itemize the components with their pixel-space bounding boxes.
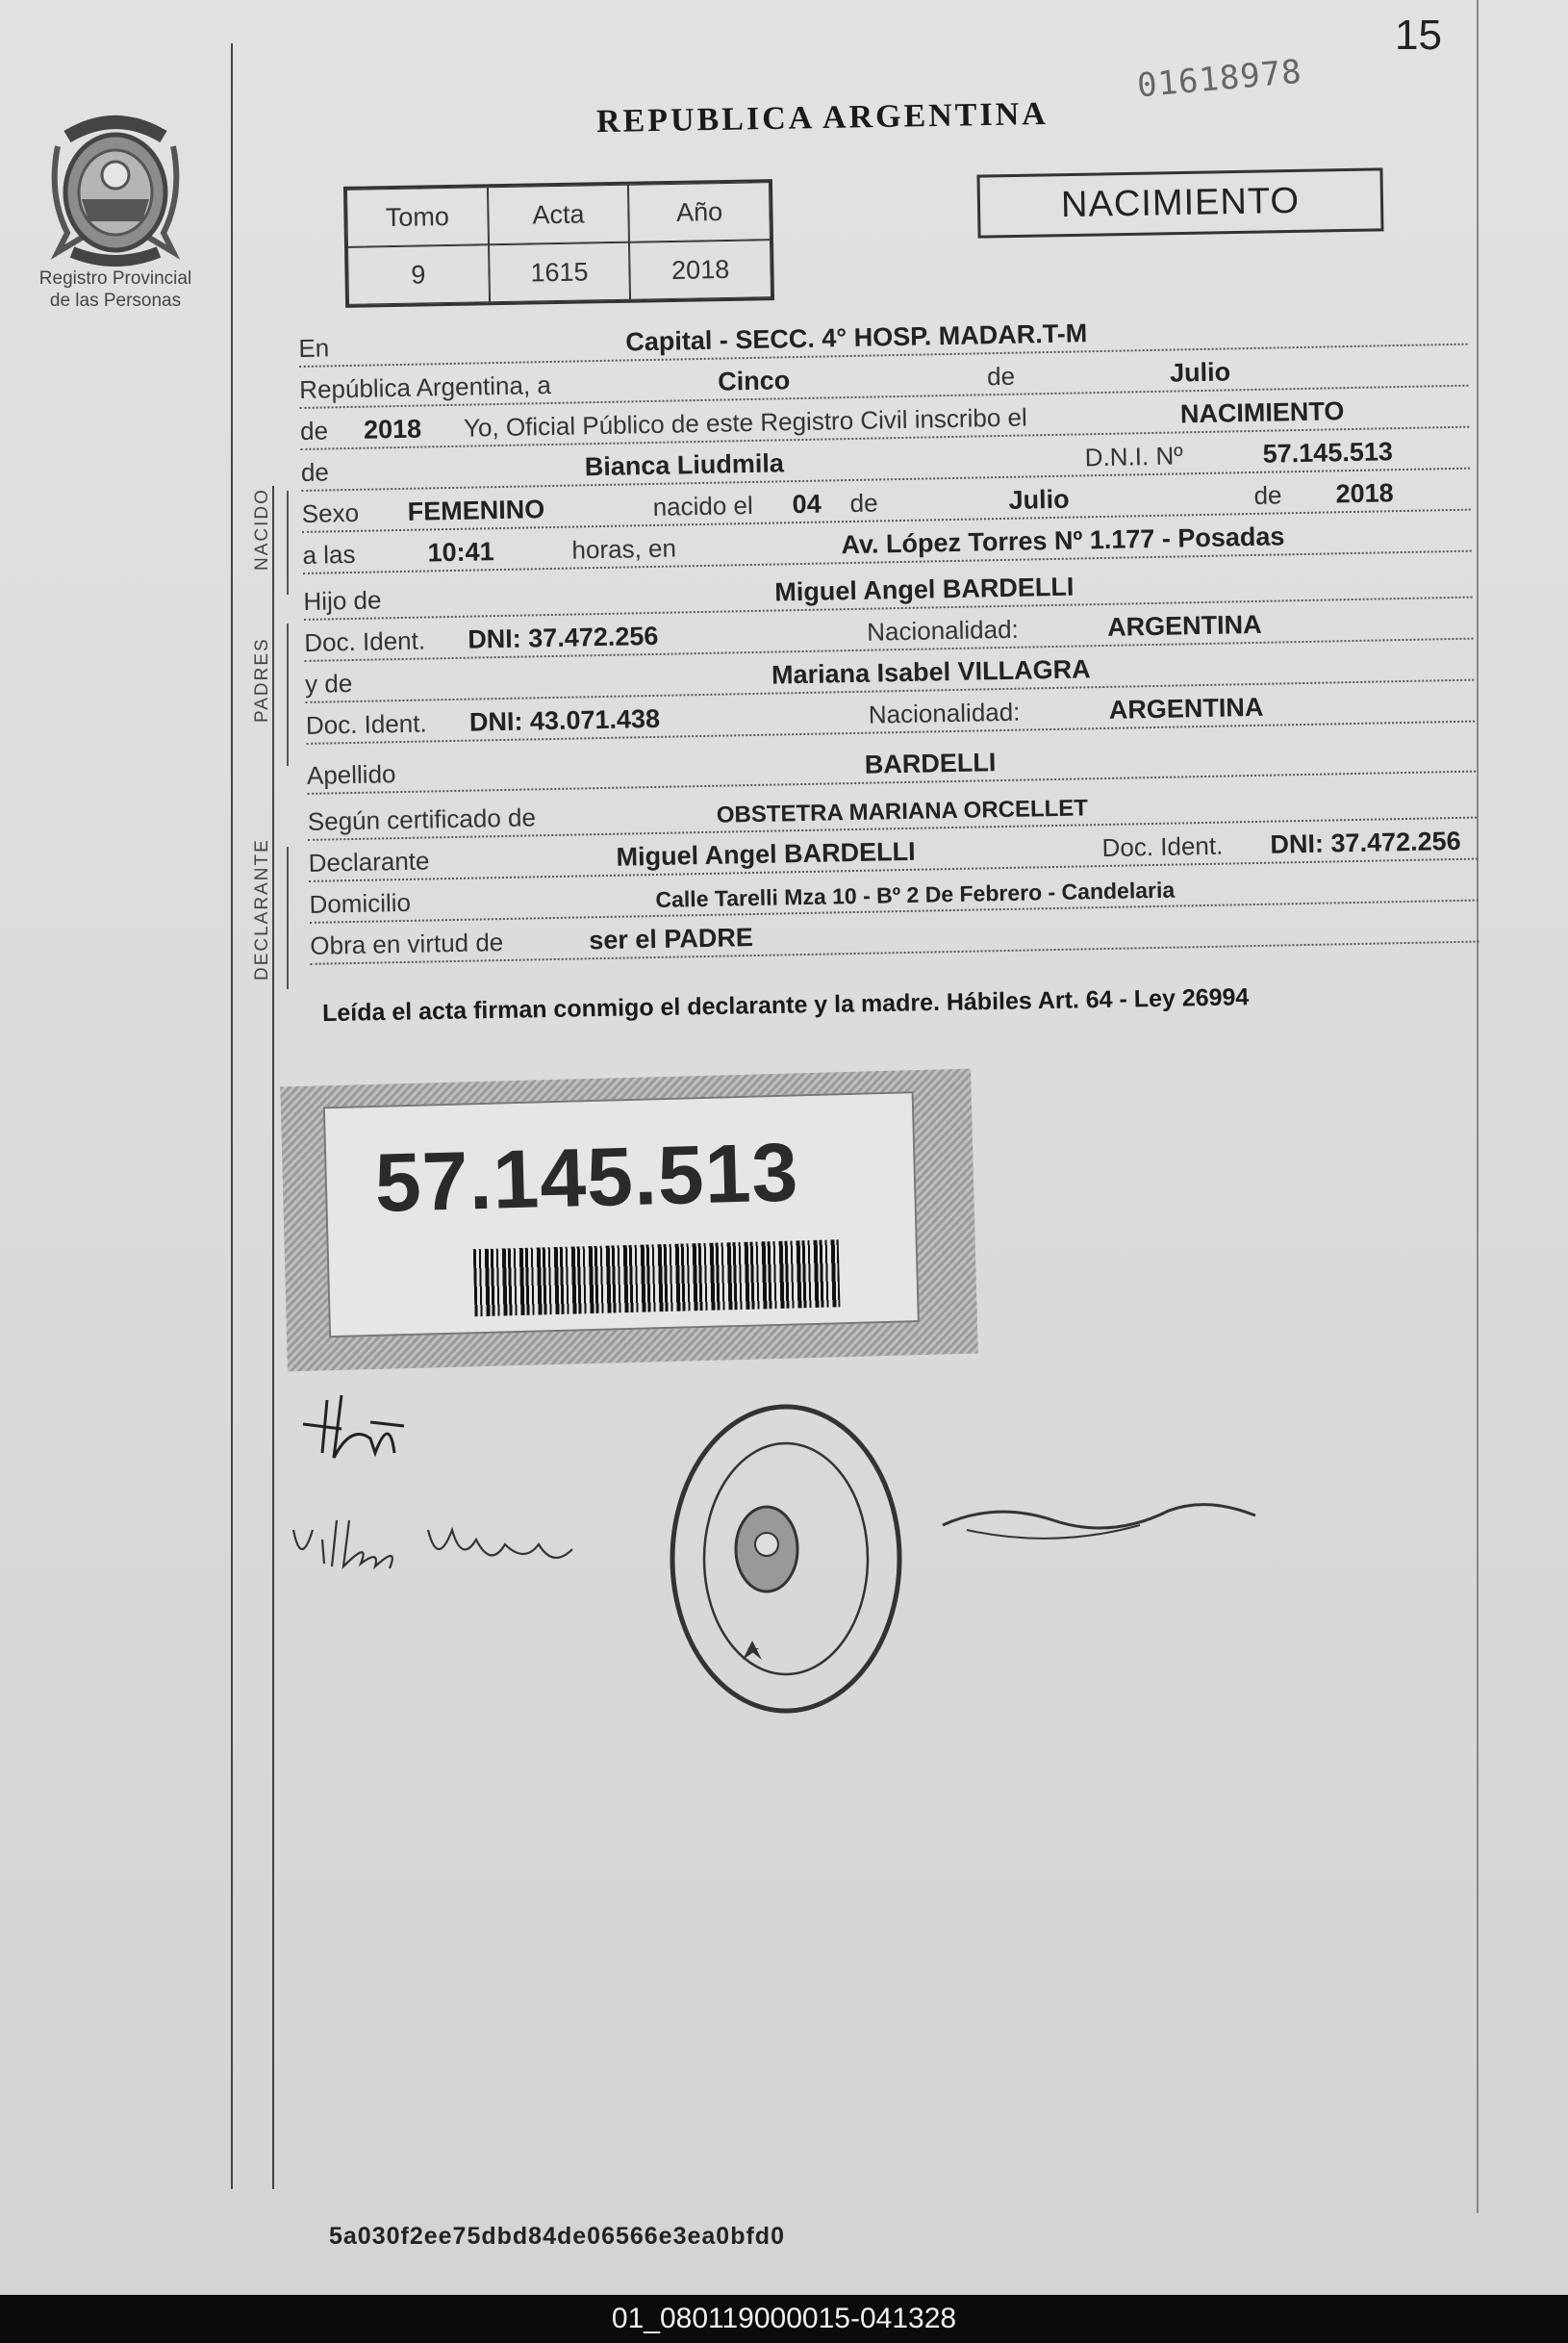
label-mother-doc: Doc. Ident. — [305, 708, 427, 740]
value-dni: 57.145.513 — [1262, 437, 1394, 469]
label-father-nationality: Nacionalidad: — [866, 614, 1020, 647]
record-value-ano: 2018 — [629, 240, 771, 300]
inner-margin-line — [272, 486, 274, 2189]
record-header-acta: Acta — [488, 185, 630, 245]
section-label-nacido: NACIDO — [252, 488, 272, 571]
label-republica: República Argentina, a — [298, 369, 552, 404]
record-value-tomo: 9 — [347, 244, 490, 305]
label-en: En — [298, 333, 330, 363]
label-declarante-doc: Doc. Ident. — [1101, 830, 1224, 863]
value-birth-month: Julio — [1008, 484, 1070, 515]
footer-id: 01_080119000015-041328 — [611, 2303, 957, 2334]
registry-caption-line1: Registro Provincial — [38, 268, 192, 289]
value-mother-name: Mariana Isabel VILLAGRA — [771, 654, 1091, 690]
left-margin-line — [231, 43, 233, 2189]
value-mother-doc: DNI: 43.071.438 — [468, 703, 661, 737]
authorized-signature — [938, 1491, 1265, 1597]
value-child-name: Bianca Liudmila — [584, 448, 785, 482]
registry-caption-line2: de las Personas — [49, 291, 182, 311]
value-birth-time: 10:41 — [427, 537, 494, 568]
label-domicilio: Domicilio — [309, 887, 412, 919]
record-value-acta: 1615 — [489, 242, 631, 303]
id-stamp-inner — [323, 1091, 920, 1337]
closing-statement: Leída el acta firman conmigo el declarante y la madre. Hábiles Art. 64 - Ley 26994 — [321, 983, 1250, 1028]
nacido-bracket — [287, 491, 289, 595]
value-sexo: FEMENINO — [407, 495, 545, 526]
label-y-de: y de — [304, 668, 353, 699]
right-edge-line — [1477, 0, 1479, 2213]
label-yo-oficial: Yo, Oficial Público de este Registro Civil inscribo el — [463, 402, 1027, 443]
registry-caption — [19, 267, 212, 312]
label-mother-nationality: Nacionalidad: — [868, 697, 1021, 729]
label-certificado: Según certificado de — [307, 802, 537, 836]
record-header-ano: Año — [628, 182, 771, 242]
value-father-name: Miguel Angel BARDELLI — [774, 572, 1075, 607]
section-label-padres: PADRES — [252, 637, 272, 723]
footer-id-bar — [0, 2295, 1568, 2343]
serial-number: 01618978 — [1135, 52, 1304, 106]
stamp-dni-number: 57.145.513 — [373, 1126, 800, 1230]
province-logo — [38, 108, 192, 269]
birth-record-form — [298, 305, 1479, 966]
page-number: 15 — [1395, 12, 1442, 59]
label-declarante: Declarante — [308, 846, 430, 878]
label-apellido: Apellido — [306, 759, 396, 790]
label-dni: D.N.I. Nº — [1084, 441, 1183, 472]
label-de-year2: de — [1253, 480, 1282, 510]
record-type-box: NACIMIENTO — [976, 167, 1383, 238]
value-day: Cinco — [717, 366, 791, 396]
handwritten-signatures — [284, 1386, 649, 1578]
label-de-year: de — [299, 416, 329, 446]
value-location: Capital - SECC. 4° HOSP. MADAR.T-M — [625, 318, 1088, 357]
label-father-doc: Doc. Ident. — [304, 625, 426, 657]
value-father-doc: DNI: 37.472.256 — [467, 621, 659, 654]
label-de-month: de — [849, 488, 878, 519]
value-act-type: NACIMIENTO — [1179, 396, 1345, 429]
value-birth-day: 04 — [792, 489, 822, 520]
official-seal — [666, 1400, 906, 1718]
section-label-declarante: DECLARANTE — [252, 838, 272, 980]
label-de-name: de — [300, 457, 330, 487]
declarante-bracket — [287, 847, 289, 989]
padres-bracket — [287, 624, 289, 766]
document-hash: 5a030f2ee75dbd84de06566e3ea0bfd0 — [329, 2223, 785, 2250]
value-declarante: Miguel Angel BARDELLI — [616, 836, 916, 872]
value-obra: ser el PADRE — [589, 923, 754, 955]
label-de: de — [986, 361, 1016, 392]
label-nacido: nacido el — [652, 490, 754, 522]
label-sexo: Sexo — [301, 497, 360, 528]
label-horas-en: horas, en — [571, 533, 677, 565]
value-mother-nationality: ARGENTINA — [1108, 692, 1264, 725]
value-domicilio: Calle Tarelli Mza 10 - Bº 2 De Febrero - Candelaria — [655, 877, 1176, 912]
value-certificado: OBSTETRA MARIANA ORCELLET — [716, 795, 1089, 828]
label-obra: Obra en virtud de — [310, 928, 504, 960]
value-birth-year: 2018 — [1335, 478, 1394, 509]
value-birth-place: Av. López Torres Nº 1.177 - Posadas — [841, 522, 1285, 560]
value-declarante-doc: DNI: 37.472.256 — [1270, 826, 1461, 859]
value-father-nationality: ARGENTINA — [1106, 609, 1262, 642]
label-a-las: a las — [302, 539, 356, 570]
record-table — [343, 179, 774, 308]
value-year: 2018 — [363, 414, 422, 445]
country-title: REPUBLICA ARGENTINA — [595, 95, 1050, 140]
id-number-stamp — [280, 1069, 978, 1372]
value-month: Julio — [1169, 357, 1231, 388]
label-hijo-de: Hijo de — [303, 585, 382, 616]
record-header-tomo: Tomo — [346, 187, 489, 247]
stamp-barcode — [473, 1239, 841, 1316]
value-apellido: BARDELLI — [864, 748, 997, 779]
